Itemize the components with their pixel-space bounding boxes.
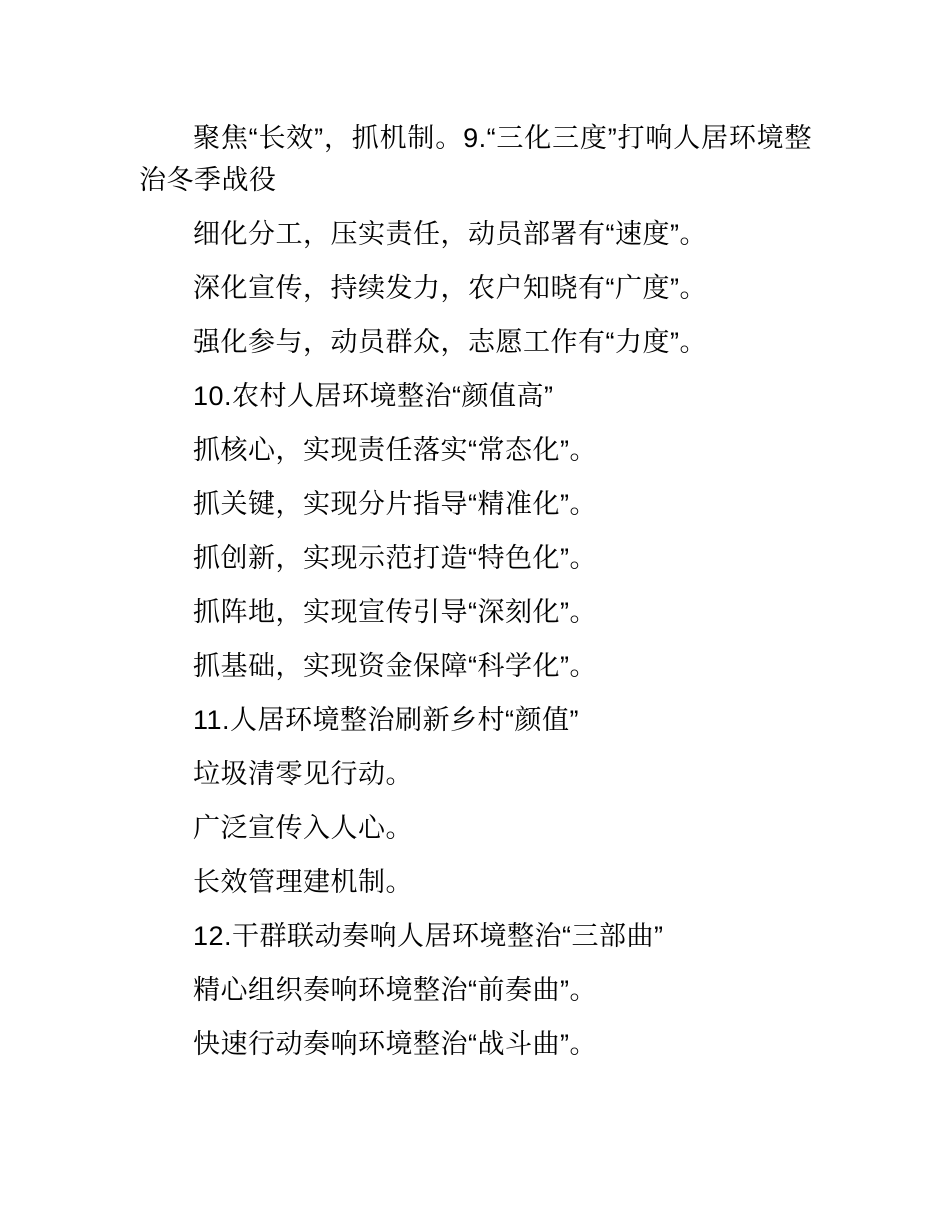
paragraph-point: 强化参与，动员群众，志愿工作有“力度”。 bbox=[193, 327, 707, 357]
paragraph-point: 抓核心，实现责任落实“常态化”。 bbox=[193, 435, 597, 465]
paragraph-point: 抓基础，实现资金保障“科学化”。 bbox=[193, 651, 597, 681]
paragraph-point: 抓阵地，实现宣传引导“深刻化”。 bbox=[193, 597, 597, 627]
paragraph-point: 抓关键，实现分片指导“精准化”。 bbox=[193, 489, 597, 519]
paragraph-point: 精心组织奏响环境整治“前奏曲”。 bbox=[193, 975, 597, 1005]
paragraph-heading10: 10.农村人居环境整治“颜值高” bbox=[193, 381, 554, 411]
paragraph-point: 广泛宣传入人心。 bbox=[193, 813, 413, 843]
paragraph-point: 长效管理建机制。 bbox=[193, 867, 413, 897]
paragraph-point: 抓创新，实现示范打造“特色化”。 bbox=[193, 543, 597, 573]
paragraph-item8-tail-and-heading9: 聚焦“长效”，抓机制。9.“三化三度”打响人居环境整治冬季战役 bbox=[139, 123, 812, 195]
paragraph-heading11: 11.人居环境整治刷新乡村“颜值” bbox=[193, 705, 580, 735]
paragraph-point: 细化分工，压实责任，动员部署有“速度”。 bbox=[193, 219, 707, 249]
paragraph-point: 快速行动奏响环境整治“战斗曲”。 bbox=[193, 1029, 597, 1059]
paragraph-point: 深化宣传，持续发力，农户知晓有“广度”。 bbox=[193, 273, 707, 303]
paragraph-heading12: 12.干群联动奏响人居环境整治“三部曲” bbox=[193, 921, 664, 951]
paragraph-point: 垃圾清零见行动。 bbox=[193, 759, 413, 789]
